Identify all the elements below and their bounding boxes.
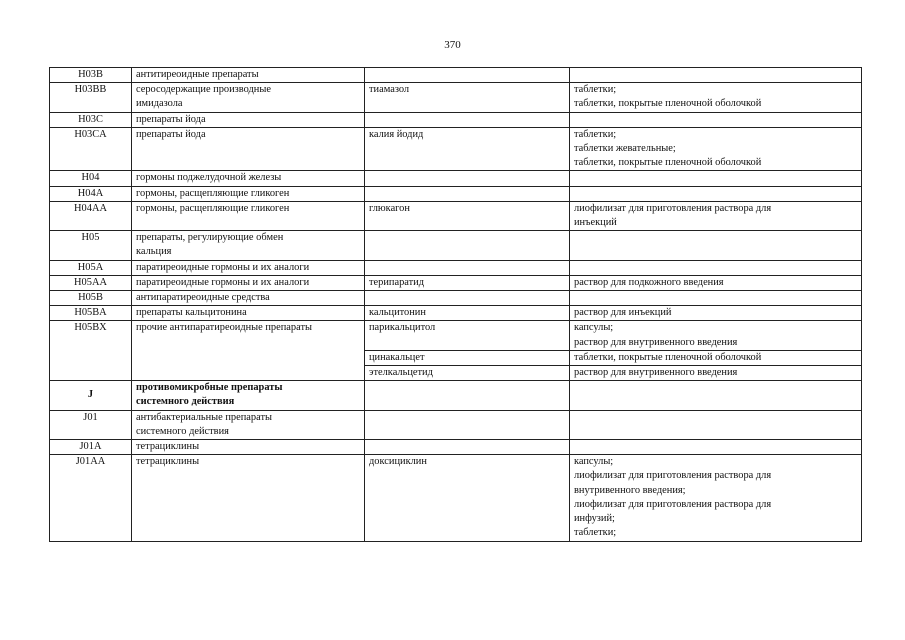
atc-code-cell: H04 (50, 171, 132, 186)
table-row (50, 275, 862, 290)
substance-cell (365, 455, 570, 541)
atc-code-cell (50, 366, 132, 381)
substance-cell (365, 83, 570, 112)
substance-cell (365, 350, 570, 365)
group-name-cell (132, 350, 365, 365)
group-name-line: препараты йода (136, 113, 206, 125)
group-name-line: кальция (136, 246, 172, 258)
page-number: 370 (444, 39, 461, 51)
dosage-forms-line: таблетки; (574, 128, 617, 140)
drug-table (49, 67, 862, 542)
group-name-cell (132, 440, 365, 455)
table-row (50, 410, 862, 439)
substance-cell (365, 186, 570, 201)
atc-code-cell: J01 (50, 410, 132, 439)
substance-line: цинакальцет (369, 351, 425, 363)
group-name-cell (132, 171, 365, 186)
group-name-cell (132, 68, 365, 83)
group-name-cell (132, 201, 365, 230)
group-name-cell (132, 291, 365, 306)
atc-code-cell: H05 (50, 231, 132, 260)
dosage-forms-line: таблетки, покрытые пленочной оболочкой (574, 157, 762, 169)
dosage-forms-line: лиофилизат для приготовления раствора для (574, 498, 772, 510)
table-row (50, 260, 862, 275)
group-name-line: антибактериальные препараты (136, 411, 272, 423)
group-name-line: гормоны, расщепляющие гликоген (136, 187, 290, 199)
dosage-forms-line: капсулы; (574, 456, 614, 468)
dosage-forms-cell (570, 366, 862, 381)
dosage-forms-cell (570, 455, 862, 541)
substance-cell (365, 321, 570, 350)
group-name-cell (132, 410, 365, 439)
table-row (50, 291, 862, 306)
substance-line: калия йодид (369, 128, 424, 140)
group-name-cell (132, 306, 365, 321)
table-row (50, 306, 862, 321)
dosage-forms-cell (570, 83, 862, 112)
substance-cell (365, 381, 570, 410)
group-name-cell (132, 381, 365, 410)
group-name-line: тетрациклины (136, 441, 200, 453)
dosage-forms-cell (570, 112, 862, 127)
group-name-line: паратиреоидные гормоны и их аналоги (136, 261, 310, 273)
dosage-forms-cell (570, 260, 862, 275)
atc-code-cell: H05B (50, 291, 132, 306)
table-row (50, 112, 862, 127)
atc-code-cell: J (50, 381, 132, 410)
substance-cell (365, 440, 570, 455)
dosage-forms-cell (570, 381, 862, 410)
substance-line: глюкагон (369, 202, 410, 214)
substance-line: кальцитонин (369, 307, 426, 319)
group-name-cell (132, 455, 365, 541)
substance-cell (365, 275, 570, 290)
table-row (50, 440, 862, 455)
table-row (50, 171, 862, 186)
dosage-forms-cell (570, 410, 862, 439)
table-row (50, 127, 862, 171)
group-name-line: тетрациклины (136, 456, 200, 468)
table-row (50, 381, 862, 410)
table-row (50, 68, 862, 83)
dosage-forms-line: раствор для инъекций (574, 307, 672, 319)
dosage-forms-line: лиофилизат для приготовления раствора для (574, 202, 772, 214)
substance-cell (365, 306, 570, 321)
substance-cell (365, 231, 570, 260)
dosage-forms-line: капсулы; (574, 322, 614, 334)
dosage-forms-cell (570, 231, 862, 260)
group-name-cell (132, 231, 365, 260)
dosage-forms-line: раствор для подкожного введения (574, 276, 724, 288)
dosage-forms-line: таблетки, покрытые пленочной оболочкой (574, 351, 762, 363)
dosage-forms-cell (570, 127, 862, 171)
atc-code-cell: H03B (50, 68, 132, 83)
atc-code-cell: H05AA (50, 275, 132, 290)
dosage-forms-cell (570, 275, 862, 290)
dosage-forms-cell (570, 321, 862, 350)
dosage-forms-cell (570, 186, 862, 201)
atc-code-cell: H05BA (50, 306, 132, 321)
dosage-forms-line: раствор для внутривенного введения (574, 336, 738, 348)
group-name-line: антитиреоидные препараты (136, 69, 259, 80)
group-name-cell (132, 260, 365, 275)
substance-line: этелкальцетид (369, 367, 433, 379)
group-name-line: прочие антипаратиреоидные препараты (136, 322, 312, 334)
substance-line: терипаратид (369, 276, 425, 288)
atc-code-cell: H04AA (50, 201, 132, 230)
substance-line: парикальцитол (369, 322, 436, 334)
substance-cell (365, 291, 570, 306)
table-row (50, 455, 862, 541)
substance-cell (365, 171, 570, 186)
table-row (50, 83, 862, 112)
group-name-cell (132, 321, 365, 350)
dosage-forms-line: инъекций (574, 217, 617, 229)
substance-cell (365, 260, 570, 275)
group-name-line: серосодержащие производные (136, 84, 271, 96)
table-row (50, 366, 862, 381)
substance-cell (365, 68, 570, 83)
group-name-line: противомикробные препараты (136, 382, 283, 394)
dosage-forms-cell (570, 171, 862, 186)
dosage-forms-cell (570, 306, 862, 321)
atc-code-cell: H05BX (50, 321, 132, 350)
group-name-cell (132, 127, 365, 171)
dosage-forms-line: таблетки; (574, 527, 617, 539)
dosage-forms-line: таблетки; (574, 84, 617, 96)
dosage-forms-line: раствор для внутривенного введения (574, 367, 738, 379)
atc-code-cell: J01A (50, 440, 132, 455)
group-name-line: имидазола (136, 98, 183, 110)
substance-line: доксициклин (369, 456, 427, 468)
dosage-forms-line: внутривенного введения; (574, 484, 686, 496)
table-row (50, 231, 862, 260)
atc-code-cell: J01AA (50, 455, 132, 541)
group-name-line: гормоны, расщепляющие гликоген (136, 202, 290, 214)
group-name-line: препараты йода (136, 128, 206, 140)
group-name-cell (132, 186, 365, 201)
dosage-forms-cell (570, 291, 862, 306)
dosage-forms-cell (570, 201, 862, 230)
atc-code-cell: H04A (50, 186, 132, 201)
group-name-line: гормоны поджелудочной железы (136, 172, 282, 184)
table-row (50, 321, 862, 350)
substance-cell (365, 410, 570, 439)
dosage-forms-cell (570, 440, 862, 455)
table-row (50, 201, 862, 230)
group-name-line: препараты кальцитонина (136, 307, 247, 319)
group-name-line: паратиреоидные гормоны и их аналоги (136, 276, 310, 288)
group-name-cell (132, 366, 365, 381)
dosage-forms-line: лиофилизат для приготовления раствора для (574, 470, 772, 482)
atc-code-cell: H03CA (50, 127, 132, 171)
atc-code-cell (50, 350, 132, 365)
dosage-forms-cell (570, 350, 862, 365)
group-name-cell (132, 275, 365, 290)
substance-line: тиамазол (369, 84, 410, 96)
table-row (50, 186, 862, 201)
substance-cell (365, 127, 570, 171)
group-name-line: антипаратиреоидные средства (136, 292, 270, 304)
group-name-line: системного действия (136, 396, 235, 408)
substance-cell (365, 201, 570, 230)
substance-cell (365, 366, 570, 381)
atc-code-cell: H05A (50, 260, 132, 275)
table-body (50, 68, 862, 542)
dosage-forms-line: инфузий; (574, 513, 615, 525)
group-name-line: системного действия (136, 425, 229, 437)
atc-code-cell: H03C (50, 112, 132, 127)
substance-cell (365, 112, 570, 127)
dosage-forms-cell (570, 68, 862, 83)
table-row (50, 350, 862, 365)
group-name-cell (132, 112, 365, 127)
atc-code-cell: H03BB (50, 83, 132, 112)
dosage-forms-line: таблетки, покрытые пленочной оболочкой (574, 98, 762, 110)
group-name-line: препараты, регулирующие обмен (136, 232, 284, 244)
dosage-forms-line: таблетки жевательные; (574, 143, 676, 155)
group-name-cell (132, 83, 365, 112)
